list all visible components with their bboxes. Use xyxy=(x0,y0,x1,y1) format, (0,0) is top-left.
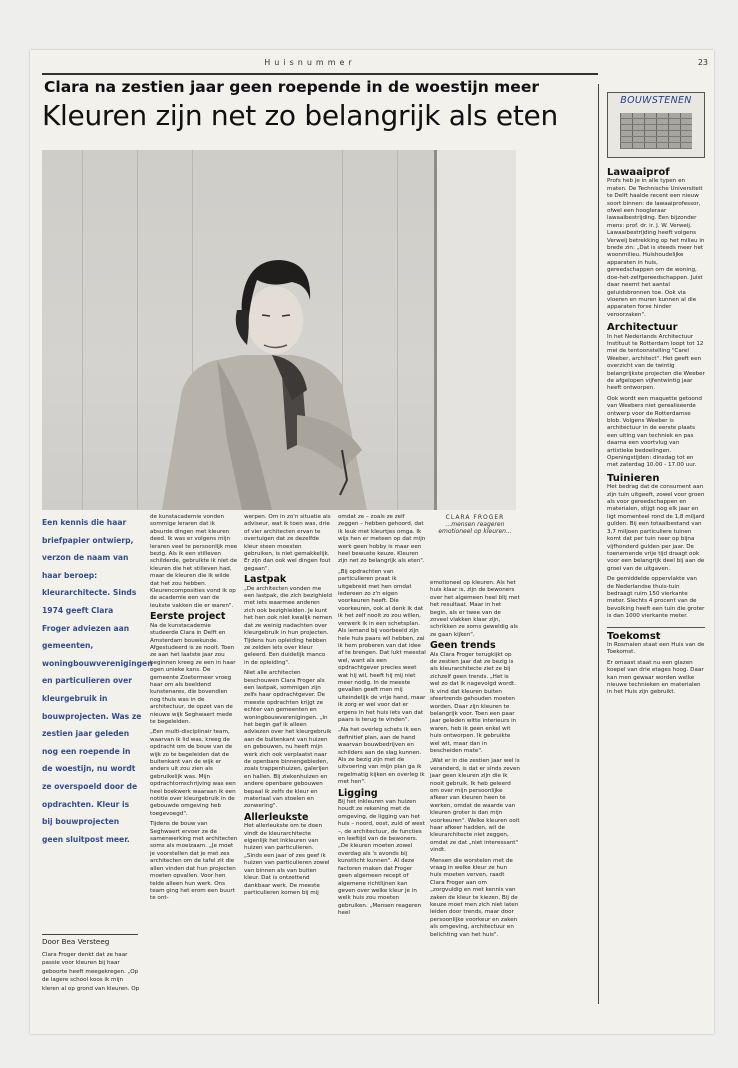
subheading-lastpak: Lastpak xyxy=(244,574,287,586)
subheading-ligging: Ligging xyxy=(338,787,378,799)
intro-paragraph: Clara Froger denkt dat ze haar passie voor kleuren bij haar geboorte heeft meegekregen. „Op de lagere school koos ik mijn kleren al op grond van kleuren. Op xyxy=(42,952,140,992)
sidebar-paragraph: De gemiddelde oppervlakte van de Nederlandse thuis-tuin bedraagt ruim 150 vierkante meter. Slechts 4 procent van de bevolking heeft een tuin die groter is dan 1000 vierkante meter. xyxy=(607,576,705,620)
byline-rule xyxy=(42,934,138,935)
paragraph: Niet alle architecten beschouwen Clara Froger als een lastpak, sommigen zijn zelfs haar opdrachtgever. De meeste opdrachten krijgt ze echter van gemeenten en woningbouwverenigingen. „In het begin gaf ik alleen adviezen over het kleurgebruik aan de buitenkant van huizen en gebouwen, nu heeft mijn werk zich ook verplaatst naar de openbare binnengebieden, zoals trappenhuizen, galerijen en hallen. Bij ziekenhuizen en andere openbare gebouwen bepaal ik zelfs de kleur en materiaal van stoelen en zonwering". xyxy=(244,670,332,810)
section-header: Huisnummer xyxy=(264,58,356,67)
sidebar-paragraph: In het Nederlands Architectuur Instituut te Rotterdam loopt tot 12 mei de tentoonstelling "Carel Weeber, architect". Het geeft een overzicht van de twintig belangrijkste projecten die Weeber de afgelopen vijfentwintig jaar heeft ontworpen. xyxy=(607,333,705,392)
article-kicker: Clara na zestien jaar geen roepende in de woestijn meer xyxy=(44,78,539,96)
column-3 xyxy=(244,514,332,900)
sidebar-heading-architectuur: Architectuur xyxy=(607,322,678,334)
subheading-eerste-project: Eerste project xyxy=(150,611,226,623)
sidebar-paragraph: Ook wordt een maquette getoond van Weebers niet gerealiseerde ontwerp voor de Rotterdamse blob. Volgens Weeber is architectuur in de eerste plaats een uiting van techniek en pas daarna een voortvlug van artistieke bedoelingen. Openingstijden: dinsdag tot en met zaterdag 10.00 - 17.00 uur. xyxy=(607,395,702,469)
paragraph: de kunstacademie vonden sommige leraren dat ik absurde dingen met kleuren deed. Ik was er volgens mijn leraren veel te persoonlijk mee bezig. Als ik een stilleven schilderde, gebruikte ik niet de kleuren die het stilleven had, maar de kleuren die ik wilde dat het zou hebben. Kleurencomposities vond ik op de academie een van de leukste vakken die er waren". xyxy=(150,514,238,609)
paragraph: omdat ze – zoals ze zelf zeggen – hebben gehoord, dat ik leuk met kleurtjes omga. Ik wijs hen er meteen op dat mijn werk geen hobby is maar een heel bewuste keuze. Kleuren zijn net zo belangrijk als eten". xyxy=(338,514,426,565)
woman-figure xyxy=(42,150,516,510)
column-4 xyxy=(338,514,426,921)
sidebar-heading-lawaaiprof: Lawaaiprof xyxy=(607,167,670,178)
brick-wall-icon xyxy=(620,113,692,149)
sidebar-paragraph: In Rosmalen staat een Huis van de Toekomst. xyxy=(607,641,705,656)
subheading-geen-trends: Geen trends xyxy=(430,640,496,652)
sidebar-column xyxy=(607,164,705,700)
paragraph: „Een multi-disciplinair team, waarvan ik lid was, kreeg de opdracht om de bouw van de wijk zo te begeleiden dat de buitenkant van de wijk er anders uit zou zien als gebruikelijk was. Mijn opdrachtomschrijving was een heel boekwerk waaraan ik een notitie over kleurgebruik in de gebouwde omgeving heb toegevoegd". xyxy=(150,729,236,817)
caption-quote: ...mensen reageren emotioneel op kleuren... xyxy=(438,521,512,536)
column-5 xyxy=(430,580,520,942)
article-lede: Een kennis die haar briefpapier ontwierp, verzon de naam van haar beroep: kleurarchitecte. Sinds 1974 geeft Clara Froger adviezen aan gemeenten, woningbouwverenigingen en particulieren over kleurgebruik in bouwprojecten. Was ze zestien jaar geleden nog een roepende in de woestijn, nu wordt ze overspoeld door de opdrachten. Kleur is bij bouwprojecten geen sluitpost meer. xyxy=(42,518,153,844)
paragraph: „Na het overleg schets ik een definitief plan, aan de hand waarvan bouwbedrijven en schilders aan de slag kunnen. Als ze bezig zijn met de uitvoering van mijn plan ga ik regelmatig kijken en overleg ik met hen". xyxy=(338,727,425,786)
header-rule xyxy=(42,73,598,75)
paragraph: Als Clara Froger terugkijkt op de zestien jaar dat ze bezig is als kleurarchitecte ziet ze bij zichzelf geen trends. „Het is wel zo dat ik nagevolgd wordt. Ik vind dat kleuren buiten sfeertrends gehouden moeten worden. Daar zijn kleuren te belangrijk voor. Toen een paar jaar geleden witte interieurs in waren, heb ik geen enkel wit huis ontworpen. Ik gebruikte wel wit, maar dan in bescheiden mate". xyxy=(430,651,517,754)
newspaper-page xyxy=(30,50,714,1034)
paragraph: „Bij opdrachten van particulieren praat ik uitgebreid met hen omdat iedereen zo z'n eigen voorkeuren heeft. Die voorkeuren, ook al denk ik dat ik het zelf nooit zo zou willen, verwerk ik in een schetsplan. Als iemand bij voorbeeld zijn hele huis paars wil hebben, zal ik hem proberen van dat idee af te brengen. Dat lukt meestal wel, want als een opdrachtgever precies weet wat hij wil, heeft hij mij niet meer nodig. In de meeste gevallen geeft men mij uiteindelijk de vrije hand, maar ik zorg er wel voor dat er ergens in het huis iets van dat paars is terug te vinden". xyxy=(338,568,426,723)
paragraph: „De architecten vonden me een lastpak, die zich bezighield met iets waarmee anderen zich ook bezighielden. Je kunt het hen ook niet kwalijk nemen dat ze weinig nadachten over kleurgebruik in hun projecten. Tijdens hun opleiding hebben ze zelden iets over kleur geleerd. Een duidelijk manco in de opleiding". xyxy=(244,585,332,666)
article-headline: Kleuren zijn net zo belangrijk als eten xyxy=(42,99,558,132)
sidebar-heading-toekomst: Toekomst xyxy=(607,630,661,642)
sidebar-divider xyxy=(607,627,705,628)
sidebar-paragraph: Er omaast staat nu een glazen koepel van drie etages hoog. Daar kan men gewaar worden welke nieuwe technieken en materialen in het Huis zijn gebruikt. xyxy=(607,659,704,696)
paragraph: „Wat er in die zestien jaar wel is veranderd, is dat er sinds zeven jaar geen kleuren zijn die ik nooit gebruik. Ik heb geleerd om over mijn persoonlijke afkeer van kleuren heen te werken, omdat de waarde van kleuren groter is dan mijn voorkeuren". Welke kleuren ooit haar afkeer hadden, wil de kleurarchitecte niet zeggen, omdat ze dat „niet interessant" vindt. xyxy=(430,758,520,854)
paragraph: Tijdens de bouw van Seghwaert ervoer ze de samenwerking met architecten soms als moeizaam. „Je moet je voorstellen dat je met zes architecten om de tafel zit die allen vinden dat hun projecten moeten opvallen. Voor hen telde alleen hun werk. Ons team ging het erom een buurt te ont- xyxy=(150,821,238,902)
paragraph: Mensen die worstelen met de vraag in welke kleur ze hun huis moeten verven, raadt Clara Froger aan om „zorgvuldig en met kennis van zaken de kleur te kiezen. Bij de keuze moet men zich niet laten leiden door trends, maar door persoonlijke voorkeur en zaken als omgeving, architectuur en belichting van het huis". xyxy=(430,857,519,938)
sidebar-heading-tuinieren: Tuinieren xyxy=(607,472,660,484)
logo-title: BOUWSTENEN xyxy=(620,95,692,106)
photo-caption xyxy=(430,514,520,536)
column-2 xyxy=(150,514,238,906)
bouwstenen-logo xyxy=(607,92,705,158)
paragraph: Het allerleukste om te doen vindt de kleurarchitecte eigenlijk het inkleuren van huizen van particulieren. „Sinds een jaar of zes geef ik huizen van particulieren zowel van binnen als van buiten kleur. Dat is ontzettend dankbaar werk. De meeste particulieren komen bij mij xyxy=(244,823,330,896)
sidebar-paragraph: Het bedrag dat de consument aan zijn tuin uitgeeft, zowel voor groen als voor gereedschappen en materialen, stijgt nog elk jaar en ligt momenteel rond de 1,8 miljard gulden. Bij een totaalbestand van 3,7 miljoen particuliere tuinen komt dat per tuin neer op bijna vijfhonderd gulden per jaar. De toenemende vrije tijd draagt ook voor een belangrijk deel bij aan de groei van de uitgaven. xyxy=(607,484,705,572)
paragraph: emotioneel op kleuren. Als het huis klaar is, zijn de bewoners over het algemeen heel blij met het resultaat. Maar in het begin, als er twee van de zoveel vlakken klaar zijn, schrikken ze soms geweldig als ze gaan kijken". xyxy=(430,580,520,638)
page-number: 23 xyxy=(697,58,708,67)
byline: Door Bea Versteeg xyxy=(42,937,110,946)
sidebar-paragraph: Profs heb je in alle typen en maten. De Technische Universiteit te Delft haalde recent een nieuw soort binnen: de lawaaiprofessor, ofwel een hoogleraar lawaaibestrijding. Een bijzonder mens: prof. dr. ir. J. W. Verweij. Lawaaibestrijding heeft volgens Verweij betrekking op het milieu in brede zin: „Dat is steeds meer het woonmilieu. Huishoudelijke apparaten in huis, gereedschappen om de woning, doe-het-zelfgereedschappen. Juist daar neemt het aantal geluidsbronnen toe. Ook via vloeren en muren kunnen al die apparaten forse hinder veroorzaken". xyxy=(607,178,705,318)
bouwstenen-sidebar xyxy=(598,84,707,1004)
caption-name: CLARA FROGER xyxy=(445,514,505,521)
paragraph: Bij het inkleuren van huizen houdt ze rekening met de omgeving, de ligging van het huis – noord, oost, zuid of west –, de architectuur, de functies en leeftijd van de bewoners. „De kleuren moeten zowel overdag als 's avonds bij kunstlicht kunnen". Al deze factoren maken dat Froger geen algemeen recept of algemene richtlijnen kan geven over welke kleur je in welk huis zou moeten gebruiken. „Mensen reageren heel xyxy=(338,799,425,917)
paragraph: Na de kunstacademie studeerde Clara in Delft en Amsterdam bouwkunde. Afgestudeerd is ze nooit. Toen ze aan het laatste jaar zou beginnen kreeg ze een in haar ogen unieke kans. De gemeente Zoetermeer vroeg haar om als beeldend kunstenares, die bovendien nog thuis was in de architectuur, de opzet van de nieuwe wijk Seghwaert mede te begeleiden. xyxy=(150,622,236,725)
paragraph: werpen. Om in zo'n situatie als adviseur, wat ik toen was, drie of vier architecten ervan te overtuigen dat ze dezelfde kleur steen moesten gebruiken, is niet gemakkelijk. Er zijn dan ook wel dingen fout gegaan". xyxy=(244,514,331,572)
portrait-photo xyxy=(42,150,516,510)
subheading-allerleukste: Allerleukste xyxy=(244,811,309,823)
